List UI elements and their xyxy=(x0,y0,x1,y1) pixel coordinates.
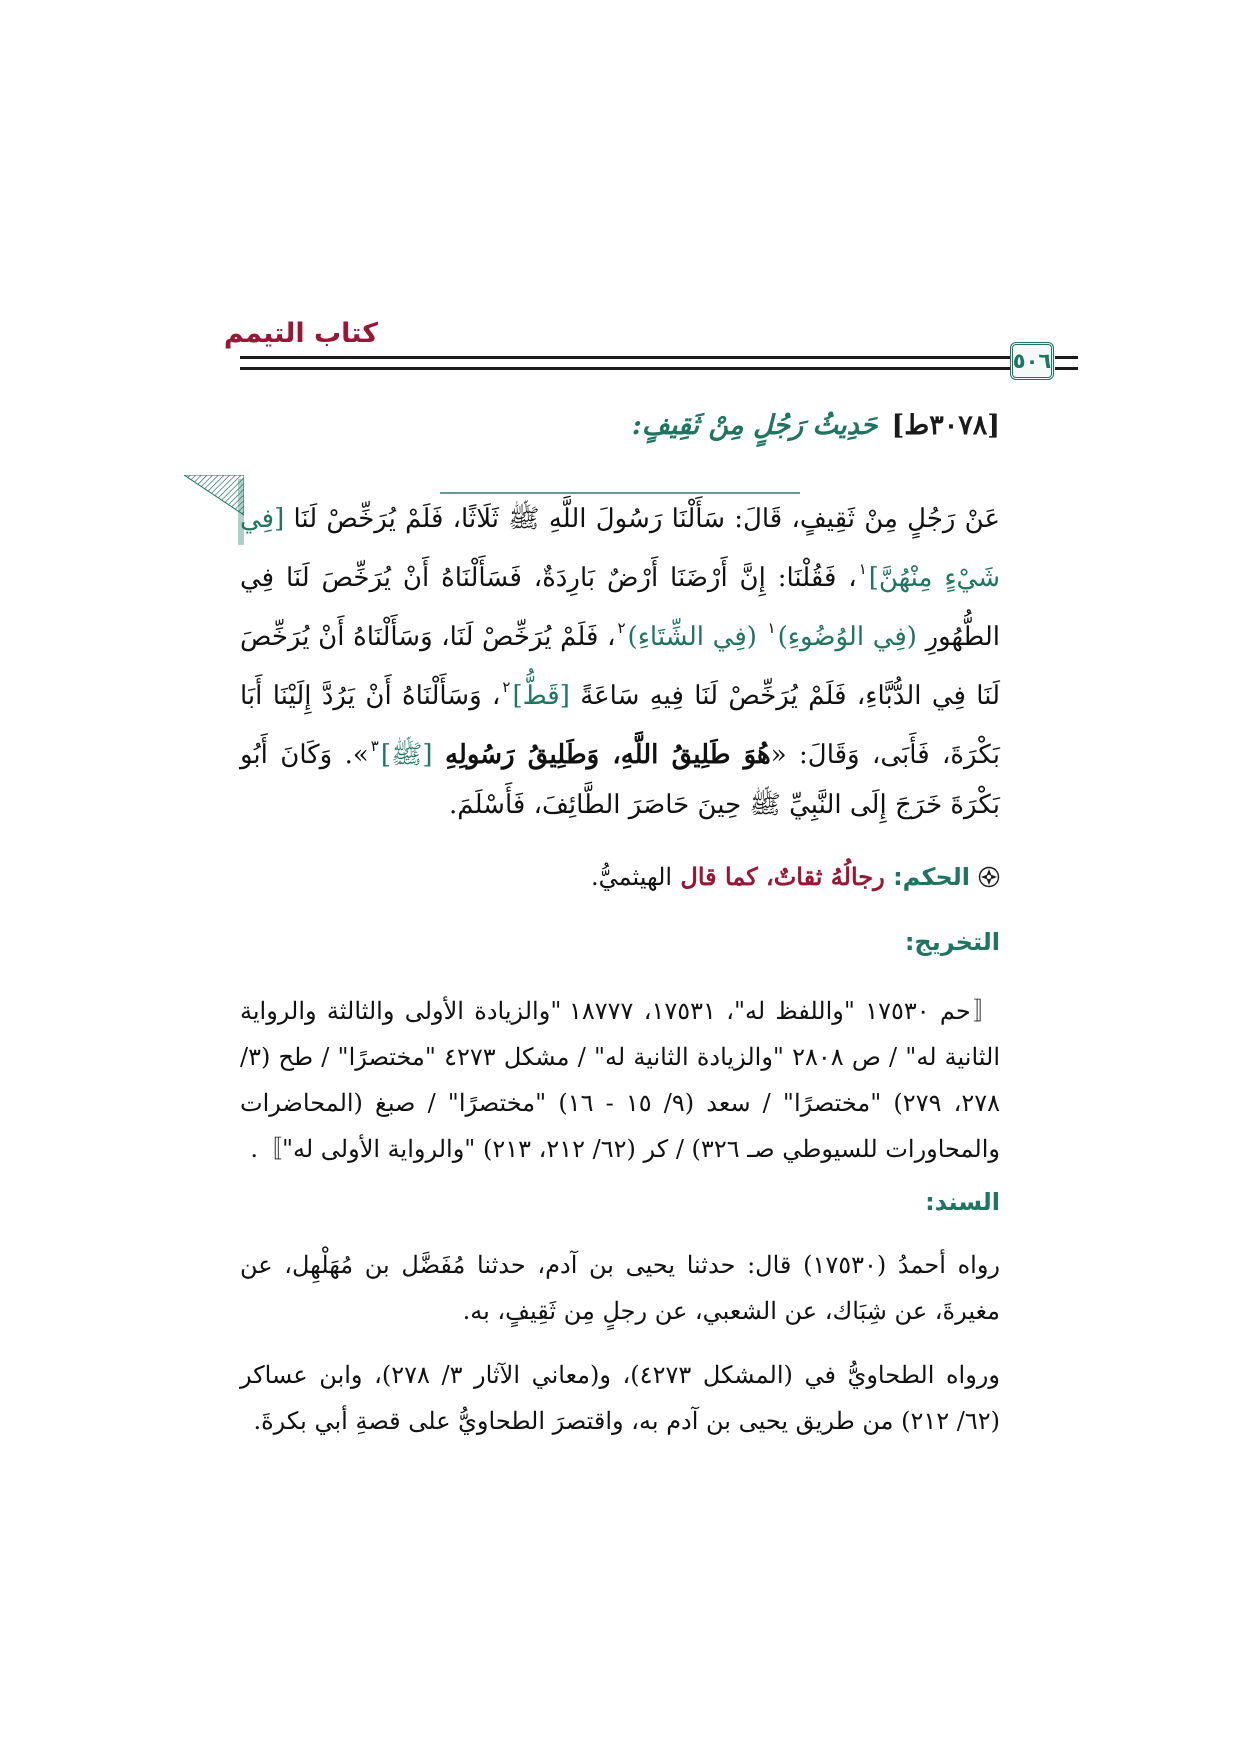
sanad-heading: السند: xyxy=(925,1188,1000,1216)
header-rule xyxy=(1055,356,1078,359)
matn-addition: (فِي الشِّتَاءِ) xyxy=(627,622,757,652)
flower-ornament-icon xyxy=(978,866,1000,888)
ruling-authority: الهيثميُّ. xyxy=(591,863,673,891)
matn-addition: [قَطُّ] xyxy=(512,681,570,711)
footnote-marker: ١ xyxy=(858,560,867,578)
matn-text: ». وَكَانَ أَبُو بَكْرَةَ خَرَجَ إِلَى النَّبِيِّ ﷺ حِينَ حَاصَرَ الطَّائِفَ، فَأَسْلَمَ. xyxy=(240,740,1000,820)
takhrij-text: 〚حم ١٧٥٣٠ "واللفظ له"، ١٧٥٣١، ١٨٧٧٧ "والزيادة الأولى والثالثة والرواية الثانية له" / ص ٢٨٠٨ "والزيادة الثانية له" / مشكل ٤٢٧٣ "مختصرًا" / طح (٣/ ٢٧٨، ٢٧٩) "مختصرًا" / سعد (٩/ ١٥ - ١٦) "مختصرًا" / صبغ (المحاضرات والمحاورات للسيوطي صـ ٣٢٦) / كر (٦٢/ ٢١٢، ٢١٣) "والرواية الأولى له"〛. xyxy=(240,997,1001,1163)
ruling-label: الحكم: xyxy=(893,863,970,891)
header-rule xyxy=(240,367,1010,370)
takhrij-heading: التخريج: xyxy=(904,928,1000,956)
matn-addition: [فِي شَيْءٍ مِنْهُنَّ] xyxy=(240,504,1001,593)
header-rule xyxy=(240,356,1010,359)
sanad-paragraph: ورواه الطحاويُّ في (المشكل ٤٢٧٣)، و(معاني الآثار ٣/ ٢٧٨)، وابن عساكر (٦٢/ ٢١٢) من طريق يحيى بن آدم به، واقتصرَ الطحاويُّ على قصةِ أبي بكرةَ. xyxy=(240,1361,1000,1435)
running-title: كتاب التيمم xyxy=(223,318,378,349)
ruling xyxy=(591,862,1000,891)
footnote-marker: ٢ xyxy=(502,678,511,696)
matn-text: عَنْ رَجُلٍ مِنْ ثَقِيفٍ، قَالَ: سَأَلْنَا رَسُولَ اللَّهِ ﷺ ثَلَاثًا، فَلَمْ يُرَخِّصْ لَنَا xyxy=(284,504,1000,534)
page-number-box xyxy=(1010,342,1054,380)
sanad-paragraph: رواه أحمدُ (١٧٥٣٠) قال: حدثنا يحيى بن آدم، حدثنا مُفَضَّل بن مُهَلْهِل، عن مغيرةَ، عن شِبَاك، عن الشعبي، عن رجلٍ مِن ثَقِيفٍ، به. xyxy=(240,1251,1000,1325)
footnote-marker: ٣ xyxy=(370,737,379,755)
ornament-corner-icon xyxy=(184,475,244,545)
matn-text: ، فَقُلْنَا: إِنَّ أَرْضَنَا أَرْضٌ بَارِدَةٌ، فَسَأَلْنَاهُ أَنْ يُرَخِّصَ لَنَا فِي الطُّهُورِ xyxy=(240,563,1001,652)
page-number: ٥٠٦ xyxy=(1012,349,1052,373)
matn-text: ، فَلَمْ يُرَخِّصْ لَنَا، وَسَأَلْنَاهُ أَنْ يُرَخِّصَ لَنَا فِي الدُّبَّاءِ، فَلَمْ يُرَخِّصْ لَنَا فِيهِ سَاعَةً xyxy=(240,622,1000,711)
footnote-marker: ١ xyxy=(767,619,776,637)
header-rule xyxy=(1055,367,1078,370)
hadith-text xyxy=(240,494,1000,830)
hadith-heading xyxy=(632,410,1000,441)
ruling-text: رجالُهُ ثقاتٌ، كما قال xyxy=(680,862,885,891)
matn-addition: (فِي الوُضُوءِ) xyxy=(777,622,917,652)
matn-text: ، وَسَأَلْنَاهُ أَنْ يَرُدَّ إِلَيْنَا أَبَا بَكْرَةَ، فَأَبَى، وَقَالَ: « xyxy=(240,681,1000,770)
footnote-marker: ٢ xyxy=(617,619,626,637)
hadith-number: [٣٠٧٨ط] xyxy=(891,410,1000,441)
matn-addition: [ﷺ] xyxy=(380,740,433,770)
hadith-title: حَدِيثُ رَجُلٍ مِنْ ثَقِيفٍ: xyxy=(631,410,878,441)
prophetic-quote: هُوَ طَلِيقُ اللَّهِ، وَطَلِيقُ رَسُولِهِ xyxy=(444,740,771,770)
